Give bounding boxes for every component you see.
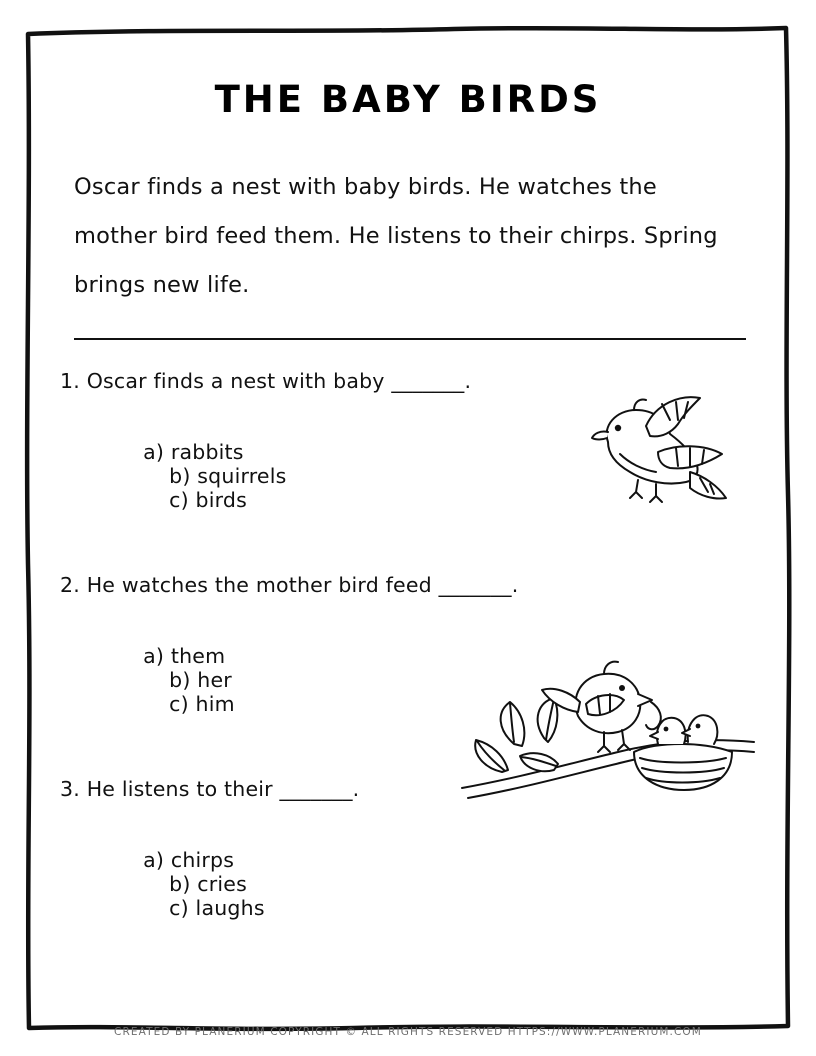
question-item-2 bbox=[60, 570, 754, 740]
question-2-text bbox=[60, 570, 754, 600]
section-divider bbox=[74, 338, 746, 340]
question-3-option-c[interactable]: c) laughs bbox=[169, 896, 265, 920]
question-2-prompt: He watches the mother bird feed _______. bbox=[86, 573, 519, 597]
question-2-option-a[interactable]: a) them bbox=[143, 644, 226, 668]
question-1-option-b[interactable]: b) squirrels bbox=[169, 464, 287, 488]
question-3-options bbox=[60, 824, 754, 944]
footer-credit: CREATED BY PLANERIUM COPYRIGHT © ALL RIGHTS RESERVED HTTPS://WWW.PLANERIUM.COM bbox=[114, 1026, 702, 1038]
question-1-text bbox=[60, 366, 754, 396]
question-3-option-b[interactable]: b) cries bbox=[169, 872, 247, 896]
question-3-text bbox=[60, 774, 754, 804]
questions-list bbox=[52, 366, 764, 944]
question-2-number: 2. bbox=[60, 573, 80, 597]
question-3-option-a[interactable]: a) chirps bbox=[143, 848, 235, 872]
question-3-number: 3. bbox=[60, 777, 80, 801]
question-item-3 bbox=[60, 774, 754, 944]
question-2-options bbox=[60, 620, 754, 740]
question-1-prompt: Oscar finds a nest with baby _______. bbox=[86, 369, 472, 393]
question-2-option-c[interactable]: c) him bbox=[169, 692, 235, 716]
reading-passage: Oscar finds a nest with baby birds. He watches the mother bird feed them. He listens to their chirps. Spring brings new life. bbox=[74, 174, 718, 298]
question-1-options bbox=[60, 416, 754, 536]
question-1-number: 1. bbox=[60, 369, 80, 393]
question-3-prompt: He listens to their _______. bbox=[86, 777, 360, 801]
question-item-1 bbox=[60, 366, 754, 536]
worksheet-content bbox=[52, 52, 764, 1004]
page-title: THE BABY BIRDS bbox=[214, 78, 602, 121]
question-2-option-b[interactable]: b) her bbox=[169, 668, 232, 692]
question-1-option-c[interactable]: c) birds bbox=[169, 488, 248, 512]
question-1-option-a[interactable]: a) rabbits bbox=[143, 440, 244, 464]
